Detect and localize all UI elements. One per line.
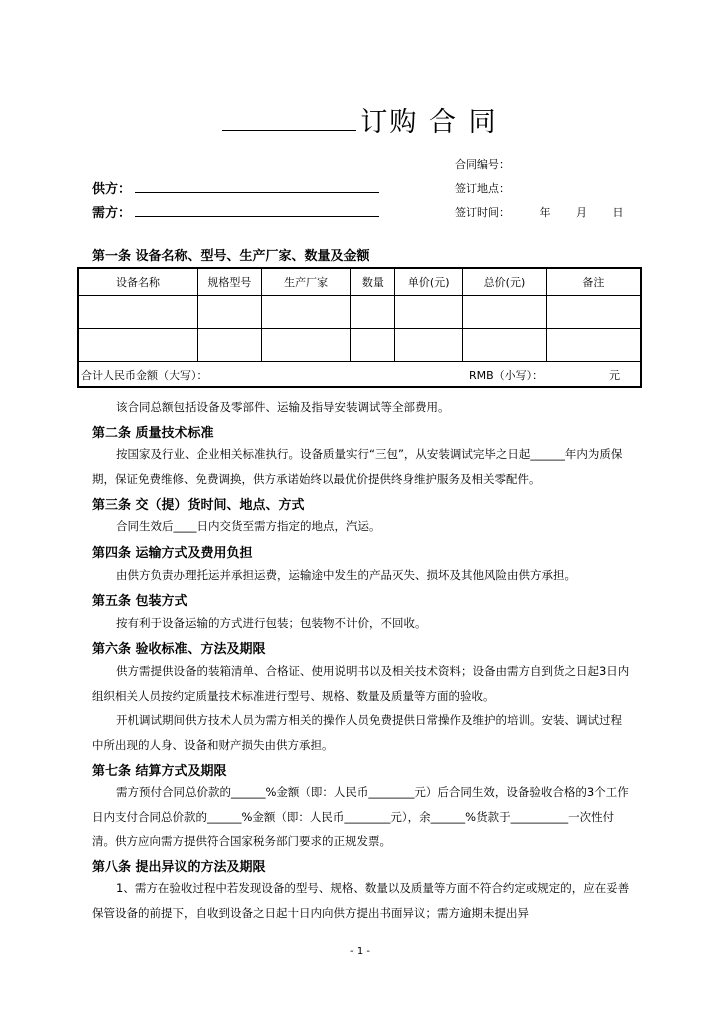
section-8-paragraph: 1、需方在验收过程中若发现设备的型号、规格、数量以及质量等方面不符合约定或规定的，应在妥善保管设备的前提下，自收到设备之日起十日内向供方提出书面异议；需方逾期未提出异 — [92, 881, 630, 920]
section-5-heading: 第五条 包装方式 — [92, 594, 188, 609]
section-6-paragraph-2: 开机调试期间供方技术人员为需方相关的操作人员免费提供日常操作及维护的培训。安装、调试过程中所出现的人身、设备和财产损失由供方承担。 — [92, 713, 622, 752]
header-equipment-name: 设备名称 — [78, 268, 198, 295]
section-4-paragraph: 由供方负责办理托运并承担运费，运输途中发生的产品灭失、损坏及其他风险由供方承担。 — [116, 568, 576, 582]
section-7-paragraph: 需方预付合同总价款的______%金额（即：人民币________元）后合同生效，设备验收合格的3个工作日内支付合同总价款的______%金额（即：人民币________元），余______%货款于__________一次性付清。供方应向需方提供符合国家税务部门要求的正规发票。 — [92, 785, 629, 848]
table-cell — [463, 295, 547, 328]
section-2-paragraph: 按国家及行业、企业相关标准执行。设备质量实行“三包”，从安装调试完毕之日起______年内为质保期，保证免费维修、免费调换，供方承诺始终以最优价提供终身维护服务及相关零配件。 — [92, 447, 623, 486]
table-header-row — [78, 268, 641, 295]
header-quantity: 数量 — [351, 268, 395, 295]
buyer-label: 需方： — [92, 206, 132, 221]
equipment-table — [77, 267, 642, 388]
table-cell — [78, 328, 198, 361]
table-cell — [546, 328, 641, 361]
buyer-row — [92, 202, 379, 221]
sign-time-row — [455, 204, 624, 220]
contract-title — [0, 100, 720, 139]
day-label: 日 — [612, 206, 624, 219]
header-total-price: 总价(元) — [463, 268, 547, 295]
contract-number-label: 合同编号： — [455, 158, 510, 171]
year-label: 年 — [539, 206, 551, 219]
page-number: - 1 - — [350, 946, 370, 957]
section-5-paragraph: 按有利于设备运输的方式进行包装；包装物不计价，不回收。 — [116, 616, 427, 630]
supplier-line — [135, 180, 379, 193]
total-amount-rmb-label: RMB（小写）： — [469, 368, 544, 382]
table-cell — [351, 295, 395, 328]
table-cell — [198, 328, 262, 361]
table-cell — [261, 295, 351, 328]
table-row — [78, 295, 641, 328]
sign-time-label: 签订时间： — [455, 206, 510, 219]
section-1-note: 该合同总额包括设备及零部件、运输及指导安装调试等全部费用。 — [116, 400, 450, 414]
section-3-paragraph: 合同生效后____日内交货至需方指定的地点，汽运。 — [116, 519, 381, 533]
section-6-heading: 第六条 验收标准、方法及期限 — [92, 642, 266, 657]
header-unit-price: 单价(元) — [395, 268, 463, 295]
section-7-heading: 第七条 结算方式及期限 — [92, 764, 227, 779]
table-cell — [463, 328, 547, 361]
table-cell — [395, 328, 463, 361]
table-cell — [78, 295, 198, 328]
month-label: 月 — [576, 206, 587, 219]
sign-place-label: 签订地点： — [455, 182, 510, 195]
table-cell — [546, 295, 641, 328]
section-6-paragraph-1: 供方需提供设备的装箱清单、合格证、使用说明书以及相关技术资料；设备由需方自到货之日起3日内组织相关人员按约定质量技术标准进行型号、规格、数量及质量等方面的验收。 — [92, 664, 630, 703]
total-amount-words-label: 合计人民币金额（大写）： — [81, 368, 208, 382]
header-remarks: 备注 — [546, 268, 641, 295]
header-manufacturer: 生产厂家 — [261, 268, 351, 295]
supplier-label: 供方： — [92, 182, 132, 197]
table-total-row — [78, 361, 641, 387]
supplier-row — [92, 178, 379, 197]
total-cell — [78, 361, 641, 387]
title-text: 订购 合 同 — [360, 107, 498, 138]
table-cell — [198, 295, 262, 328]
table-cell — [261, 328, 351, 361]
table-cell — [395, 295, 463, 328]
total-amount-unit: 元 — [609, 368, 620, 382]
buyer-line — [135, 204, 379, 217]
table-cell — [351, 328, 395, 361]
section-1-heading: 第一条 设备名称、型号、生产厂家、数量及金额 — [92, 249, 370, 264]
section-8-heading: 第八条 提出异议的方法及期限 — [92, 860, 266, 875]
header-model: 规格型号 — [198, 268, 262, 295]
title-blank-line — [222, 106, 356, 131]
section-2-heading: 第二条 质量技术标准 — [92, 426, 214, 441]
table-row — [78, 328, 641, 361]
section-3-heading: 第三条 交（提）货时间、地点、方式 — [92, 498, 305, 513]
section-4-heading: 第四条 运输方式及费用负担 — [92, 546, 253, 561]
